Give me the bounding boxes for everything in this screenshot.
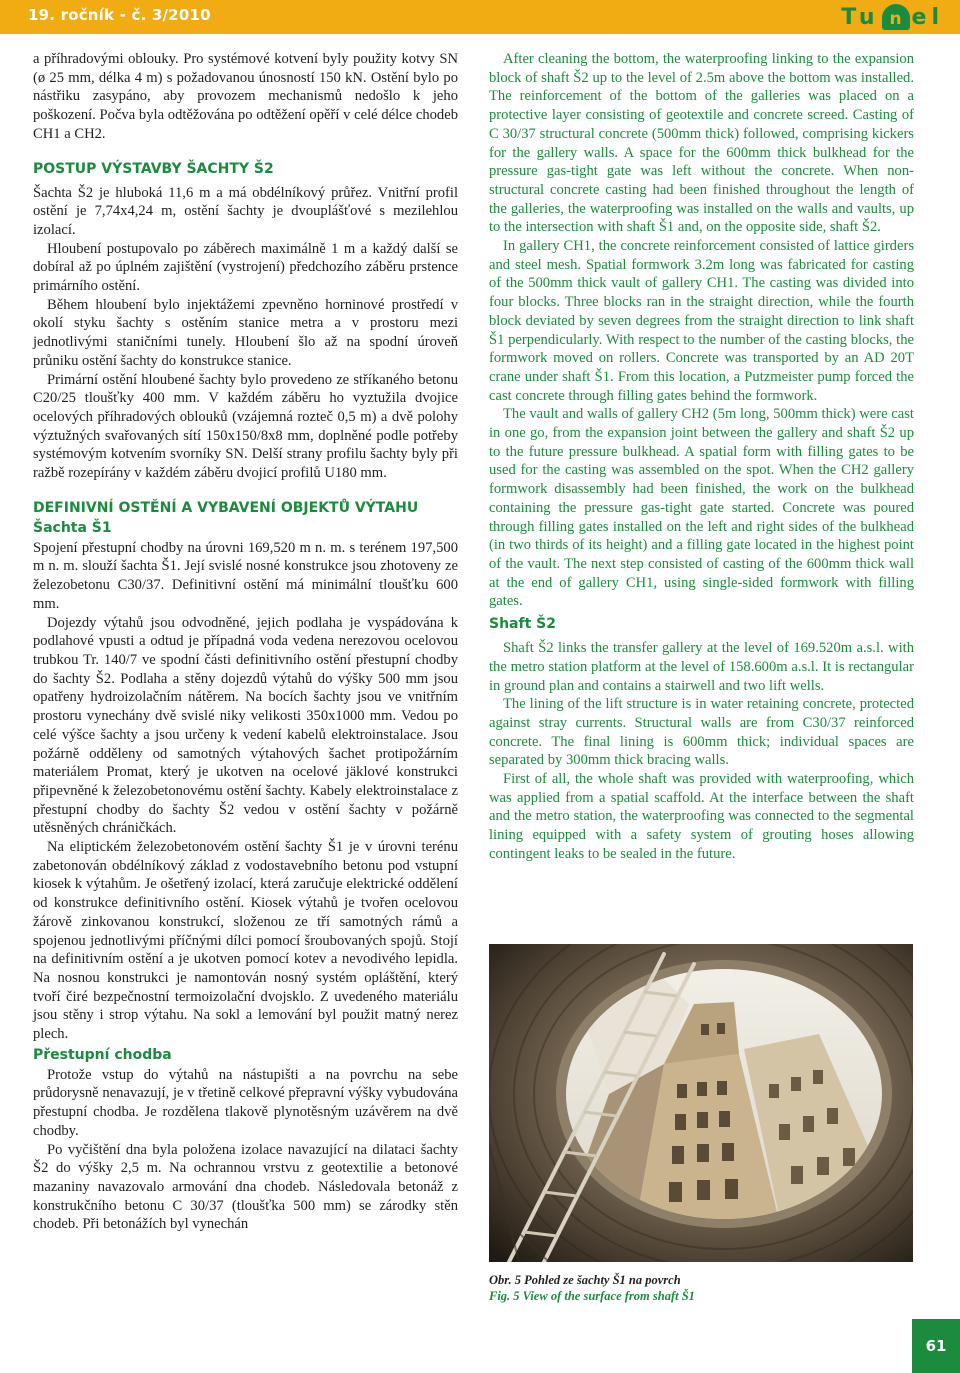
czech-column [33,50,458,1234]
section-heading: DEFINIVNÍ OSTĚNÍ A VYBAVENÍ OBJEKTŮ VÝTAHU [33,499,419,516]
section-heading: POSTUP VÝSTAVBY ŠACHTY Š2 [33,160,274,177]
logo-text-left: Tu [841,4,880,30]
paragraph: After cleaning the bottom, the waterproofing linking to the expansion block of shaft Š2 up to the level of 2.5m above the bottom was installed. The reinforcement of the bottom of the galleries was placed on a protective layer consisting of geotextile and concrete screed. Casting of C 30/37 structural concrete (500mm thick) followed, comprising kickers for the gallery walls. A space for the 600mm thick bulkhead for the pressure gas-tight gate was left without the concrete. When non-structural concrete casting had been finished throughout the length of the galleries, the waterproofing was installed on the walls and vaults, up to the intersection with shaft Š1 and, on the opposite side, shaft Š2. [489,51,914,236]
caption-czech: Obr. 5 Pohled ze šachty Š1 na povrch [489,1273,681,1287]
paragraph: Šachta Š2 je hluboká 11,6 m a má obdélníkový průřez. Vnitřní profil ostění je 7,74x4,24 m, ostění šachty je dvouplášťové s mezilehlou izolací. [33,184,458,238]
paragraph: First of all, the whole shaft was provided with waterproofing, which was applied from a spatial scaffold. At the interface between the shaft and the metro station, the waterproofing was connected to the segmental lining equipped with a safety system of grouting hoses allowing contingent leaks to be sealed in the future. [489,771,914,862]
english-column [489,50,914,864]
paragraph: In gallery CH1, the concrete reinforcement consisted of lattice girders and steel mesh. Spatial formwork 3.2m long was fabricated for casting of the 500mm thick vault of gallery CH1. The casting was divided into four blocks. Three blocks ran in the straight direction, while the fourth block deviated by seven degrees from the straight direction to link shaft Š1 perpendicularly. With respect to the number of the casting blocks, the formwork moved on rollers. Concrete was transported by an AD 20T crane under shaft Š1. From this location, a Putzmeister pump forced the cast concrete through filling gates behind the formwork. [489,238,914,404]
paragraph: Dojezdy výtahů jsou odvodněné, jejich podlaha je vyspádována k podlahové vpusti a odtud je případná voda vedena nerezovou ocelovou trubkou Tr. 140/7 ve spodní části definitivního ostění přestupní chodby do šachty Š2. Podlaha a stěny dojezdů výtahů do výšky 500 mm jsou opatřeny hydroizolačním nátěrem. Na bocích šachty jsou ve vnitřním prostoru vynechány dvě svislé niky velikosti 350x1000 mm. Vedou po celé výšce šachty a jsou určeny k vedení kabelů elektroinstalace. Jsou požárně odděleny od samotných výtahových šachet protipožárním materiálem Promat, který je ukotven na ocelové jäklové konstrukci připevněné k železobetonovému ostění šachty. Kabely elektroinstalace z přestupní chodby do šachty Š2 vedou v ostění šachty v požárně utěsněných chráničkách. [33,614,458,837]
issue-label: 19. ročník - č. 3/2010 [28,6,211,24]
paragraph: The vault and walls of gallery CH2 (5m long, 500mm thick) were cast in one go, from the expansion joint between the gallery and shaft Š2 up to the future pressure bulkhead. A spatial form with filling gates to be used for the casting was assembled on the spot. When the CH2 gallery formwork disassembly had been finished, the work on the bulkhead containing the pressure gas-tight gate started. Concrete was poured through filling gates installed on the left and right sides of the bulkhead (in two thirds of its height) and a filling gate located in the highest point of the vault. The next step consisted of casting of the 600mm thick wall at the end of gallery CH1, using single-sided formwork with filling gates. [489,406,914,610]
paragraph: Hloubení postupovalo po záběrech maximálně 1 m a každý další se dobíral až po úplném zajištění (vystrojení) předchozího záběru prstence primárního ostění. [33,240,458,295]
caption-english: Fig. 5 View of the surface from shaft Š1 [489,1289,695,1303]
paragraph: The lining of the lift structure is in water retaining concrete, protected against stray currents. Structural walls are from C30/37 reinforced concrete. The final lining is 600mm thick; individual spaces are separated by 300mm thick bracing walls. [489,696,914,769]
subsection-heading: Přestupní chodba [33,1046,172,1063]
subsection-heading: Shaft Š2 [489,616,556,633]
paragraph: Spojení přestupní chodby na úrovni 169,520 m n. m. s terénem 197,500 m n. m. slouží šachta Š1. Její svislé nosné konstrukce jsou zhotoveny ze železobetonu C30/37. Definitivní ostění má minimální tloušťku 600 mm. [33,539,458,612]
paragraph: a příhradovými oblouky. Pro systémové kotvení byly použity kotvy SN (ø 25 mm, délka 4 m) s požadovanou únosností 150 kN. Ostění bylo po nástřiku zasypáno, aby provozem mechanismů nedošlo k jeho poškození. Počva byla odtěžována po odtěžení opěří v celé délce chodeb CH1 a CH2. [33,51,458,142]
figure-caption [489,1272,913,1304]
paragraph: Na eliptickém železobetonovém ostění šachty Š1 je v úrovni terénu zabetonován obdélníkový základ z vodostavebního betonu pod vstupní kiosek k výtahům. Je ošetřený izolací, která zaručuje elektrické oddělení od konstrukce definitivního ostění. Kiosek výtahů je tvořen ocelovou žárově zinkovanou konstrukcí, složenou ze tří samotných rámů a spojenou jednotlivými příčnými dílci pomocí šroubovaných spojů. Stojí na definitivním ostění a je ukotven pomocí kotev a nevodivého lepidla. Na nosnou konstrukci je namontován nosný systém opláštění, který tvoří čiré bezpečnostní termoizolační dvojsklo. Z uvedeného materiálu jsou stěny i strop výtahu. Na sokl a lemování byl použit matný nerez plech. [33,839,458,1043]
paragraph: Během hloubení bylo injektážemi zpevněno horninové prostředí v okolí styku šachty s ostěním stanice metra a v prostoru mezi jednotlivými staničními tunely. Hloubení šlo až na spodní úroveň průniku ostění šachty do konstrukce stanice. [33,296,458,369]
header-bar [0,0,960,34]
logo-text-right: el [911,4,944,30]
paragraph: Protože vstup do výtahů na nástupišti a na povrchu na sebe průdorysně nenavazují, je v třetině celkové přepravní výšky vybudována přestupní chodba. Je rozdělena tlakově plynotěsným uzávěrem na dvě chodby. [33,1066,458,1139]
page-number: 61 [912,1319,960,1373]
paragraph: Po vyčištění dna byla položena izolace navazující na dilataci šachty Š2 do výšky 2,5 m. Na ochrannou vrstvu z geotextilie a betonové mazaniny navazovalo armování dna chodeb. Následovala betonáž z konstrukčního betonu C 30/37 (tloušťka 500 mm) se zárodky stěn chodeb. Při betonážích byl vynechán [33,1141,458,1233]
paragraph: Primární ostění hloubené šachty bylo provedeno ze stříkaného betonu C20/25 tloušťky 400 mm. V každém záběru ho vyztužila dvojice ocelových příhradových oblouků (vzájemná rozteč 0,5 m) a dvě polohy výztužných svařovaných sítí 150x150/8x8 mm, doplněné podle potřeby systémovým kotvením svorníky SN. Delší strany profilu šachty byly při ražbě rozepírány v každém záběru dvojicí profilů U180 mm. [33,371,458,482]
subsection-heading: Šachta Š1 [33,519,112,536]
tunel-logo [841,3,944,31]
paragraph: Shaft Š2 links the transfer gallery at the level of 169.520m a.s.l. with the metro station platform at the level of 158.600m a.s.l. It is rectangular in ground plan and contains a stairwell and two lift wells. [489,640,914,694]
logo-tunnel-mark: n [882,4,910,30]
shaft-photo [489,944,913,1262]
